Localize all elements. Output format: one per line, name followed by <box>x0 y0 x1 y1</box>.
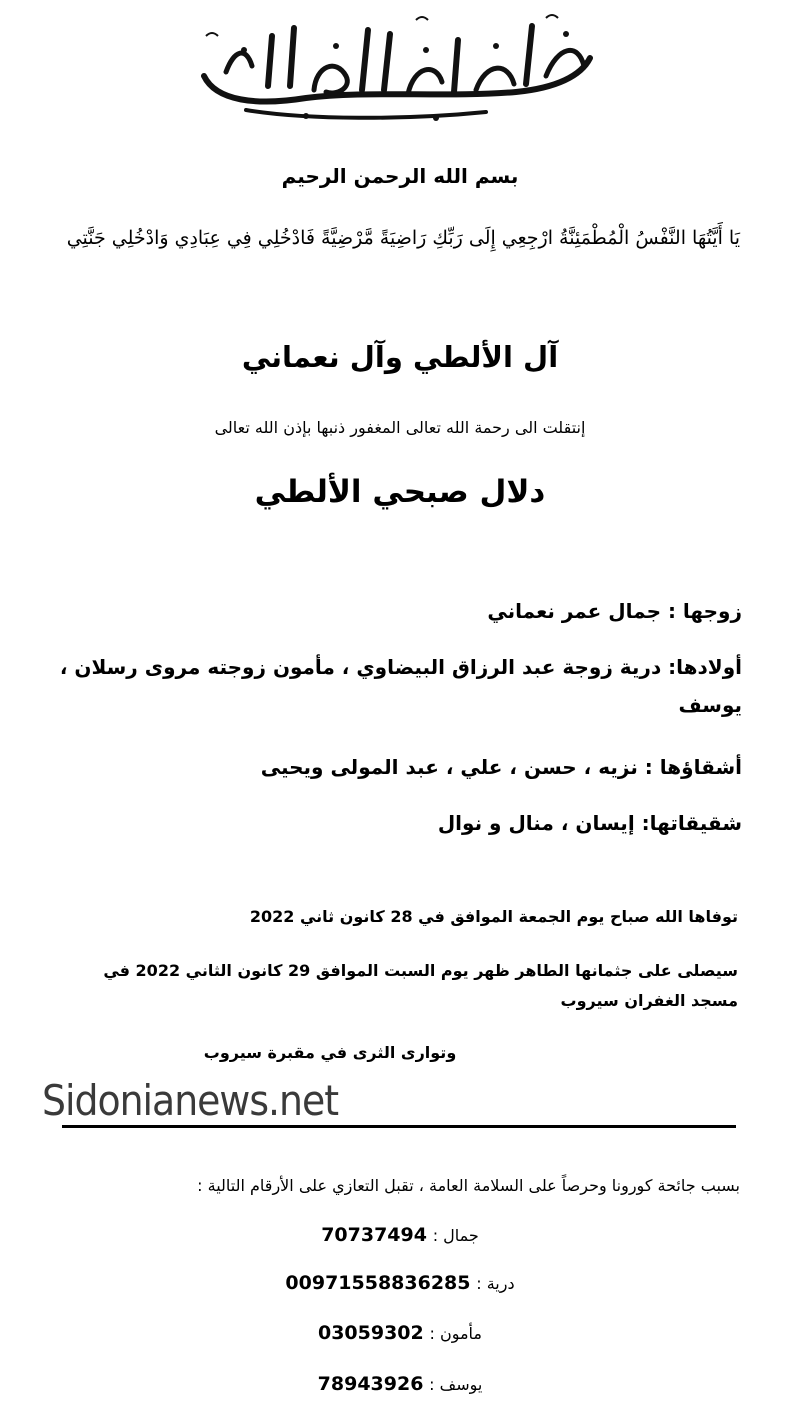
phone-label: يوسف : <box>429 1375 483 1394</box>
basmala: بسم الله الرحمن الرحيم <box>281 164 519 188</box>
death-notice: توفاها الله صباح يوم الجمعة الموافق في 28 كانون ثاني 2022 <box>249 907 738 926</box>
phone-number: 00971558836285 <box>285 1272 471 1294</box>
prayer-notice: سيصلى على جثمانها الطاهر ظهر يوم السبت الموافق 29 كانون الثاني 2022 في مسجد الغفران سيروب <box>103 961 738 1010</box>
children-line: أولادها: درية زوجة عبد الرزاق البيضاوي ، مأمون زوجته مروى رسلان ، يوسف <box>59 655 742 717</box>
families-heading: آل الألطي وآل نعماني <box>241 340 559 374</box>
phone-entry <box>0 1272 800 1294</box>
sisters-line: شقيقاتها: إيسان ، منال و نوال <box>437 811 742 835</box>
burial-notice: وتوارى الثرى في مقبرة سيروب <box>203 1043 457 1062</box>
watermark: Sidonianews.net <box>42 1076 339 1125</box>
phone-entry <box>0 1224 800 1246</box>
phone-number: 03059302 <box>317 1322 424 1344</box>
phone-label: درية : <box>476 1274 515 1293</box>
quran-verse: يَا أَيَّتُهَا النَّفْسُ الْمُطْمَئِنَّةُ ارْجِعِي إِلَى رَبِّكِ رَاضِيَةً مَّرْضِيَّةً فَادْخُلِي فِي عِبَادِي وَادْخُلِي جَنَّتِي <box>66 227 740 249</box>
calligraphy-logo <box>186 6 602 126</box>
brothers-line: أشقاؤها : نزيه ، حسن ، علي ، عبد المولى ويحيى <box>260 755 742 779</box>
phone-number: 70737494 <box>321 1224 427 1246</box>
husband-line: زوجها : جمال عمر نعماني <box>487 599 742 623</box>
passed-away-line: إنتقلت الى رحمة الله تعالى المغفور ذنبها بإذن الله تعالى <box>214 418 586 437</box>
phone-label: مأمون : <box>429 1324 482 1343</box>
phone-number: 78943926 <box>317 1373 424 1395</box>
condolence-intro: بسبب جائحة كورونا وحرصاً على السلامة العامة ، تقبل التعازي على الأرقام التالية : <box>197 1176 740 1195</box>
divider <box>62 1125 736 1128</box>
phone-entry <box>0 1322 800 1344</box>
phone-label: جمال : <box>432 1226 479 1245</box>
deceased-name: دلال صبحي الألطي <box>254 474 546 510</box>
phone-entry <box>0 1373 800 1395</box>
